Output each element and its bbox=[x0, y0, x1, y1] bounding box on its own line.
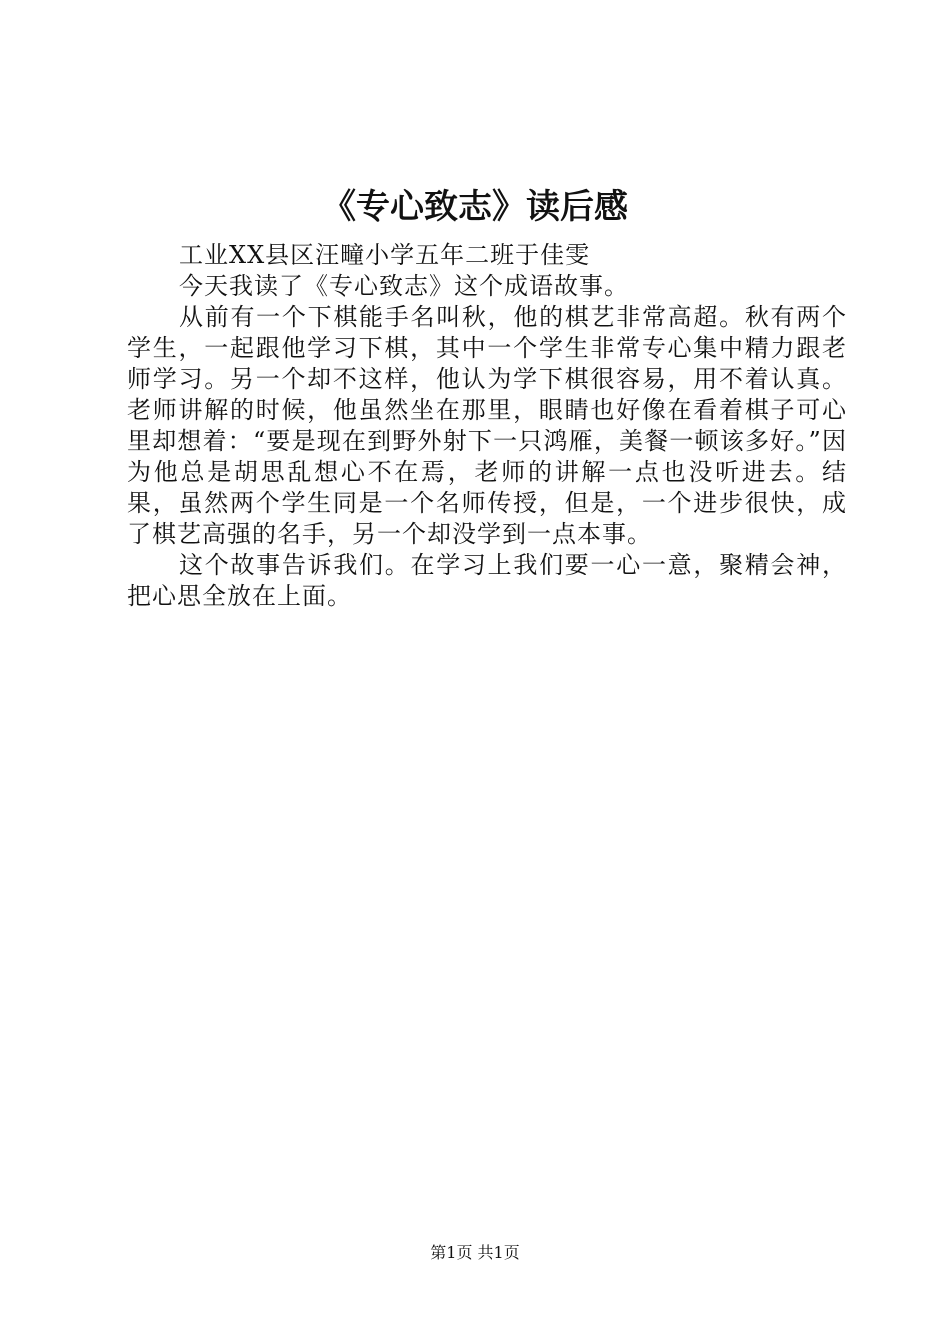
author-line: 工业XX县区汪疃小学五年二班于佳雯 bbox=[179, 241, 591, 269]
document-body bbox=[127, 240, 847, 612]
intro-paragraph: 今天我读了《专心致志》这个成语故事。 bbox=[179, 272, 629, 300]
story-paragraph: 从前有一个下棋能手名叫秋，他的棋艺非常高超。秋有两个学生，一起跟他学习下棋，其中一个学生非常专心集中精力跟老师学习。另一个却不这样，他认为学下棋很容易，用不着认真。老师讲解的时候，他虽然坐在那里，眼睛也好像在看着棋子可心里却想着：“要是现在到野外射下一只鸿雁，美餐一顿该多好。”因为他总是胡思乱想心不在焉，老师的讲解一点也没听进去。结果，虽然两个学生同是一个名师传授，但是，一个进步很快，成了棋艺高强的名手，另一个却没学到一点本事。 bbox=[127, 303, 847, 548]
conclusion-paragraph: 这个故事告诉我们。在学习上我们要一心一意，聚精会神，把心思全放在上面。 bbox=[127, 551, 847, 610]
document-title: 《专心致志》读后感 bbox=[322, 187, 628, 227]
page-number-footer: 第1页 共1页 bbox=[430, 1243, 520, 1262]
